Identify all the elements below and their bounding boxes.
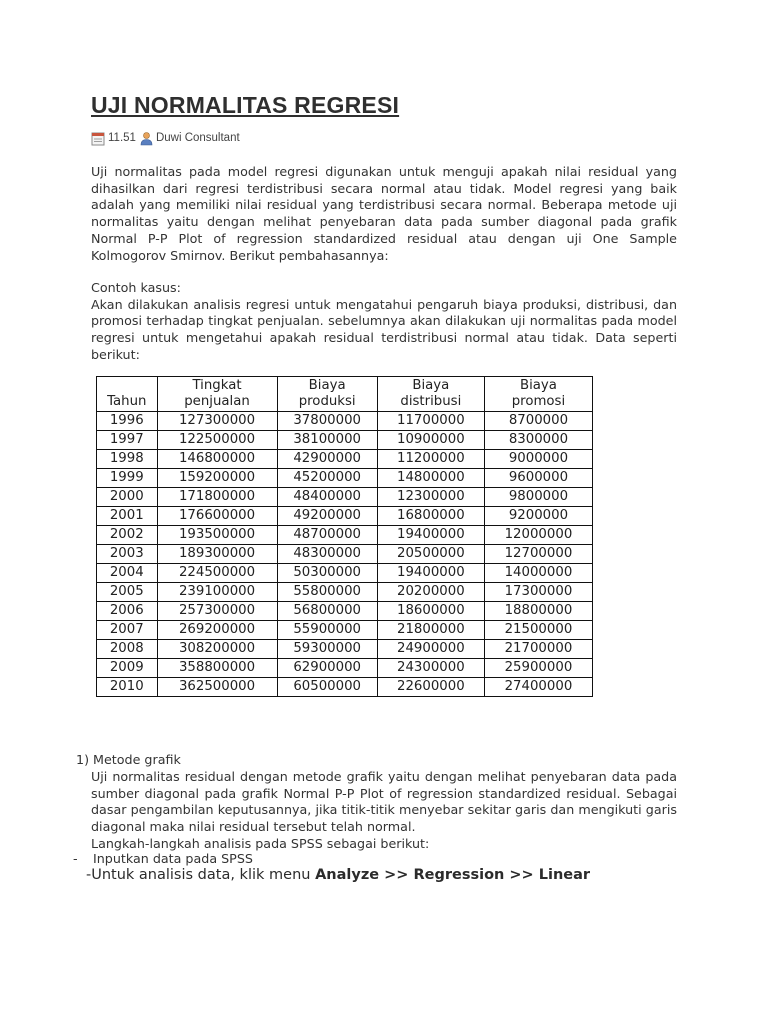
table-cell: 12000000	[484, 526, 592, 545]
table-cell: 2000	[97, 488, 158, 507]
table-cell: 21500000	[484, 621, 592, 640]
table-cell: 2001	[97, 507, 158, 526]
table-cell: 20200000	[377, 583, 484, 602]
table-cell: 8700000	[484, 412, 592, 431]
header-biaya-distribusi: Biaya distribusi	[377, 377, 484, 412]
table-cell: 1999	[97, 469, 158, 488]
table-cell: 1996	[97, 412, 158, 431]
table-cell: 20500000	[377, 545, 484, 564]
table-cell: 10900000	[377, 431, 484, 450]
table-cell: 2009	[97, 659, 158, 678]
step1-text: Inputkan data pada SPSS	[93, 851, 253, 866]
table-cell: 127300000	[157, 412, 277, 431]
table-row	[97, 640, 593, 659]
section1-text: Uji normalitas residual dengan metode grafik yaitu dengan melihat penyebaran data pada sumber diagonal pada grafik Normal P-P Plot of regression standardized residual. Sebagai dasar pengambilan keputusannya, jika titik-titik menyebar sekitar garis dan mengikuti garis diagonal maka nilai residual tersebut telah normal.	[91, 769, 677, 835]
page-title: UJI NORMALITAS REGRESI	[91, 92, 400, 118]
table-cell: 159200000	[157, 469, 277, 488]
table-row	[97, 431, 593, 450]
table-cell: 55900000	[277, 621, 377, 640]
table-cell: 239100000	[157, 583, 277, 602]
post-meta	[91, 128, 240, 148]
table-cell: 1997	[97, 431, 158, 450]
case-text: Akan dilakukan analisis regresi untuk mengatahui pengaruh biaya produksi, distribusi, dan promosi terhadap tingkat penjualan. sebelumnya akan dilakukan uji normalitas pada model regresi untuk mengetahui apakah residual terdistribusi normal atau tidak. Data seperti berikut:	[91, 296, 677, 362]
table-cell: 362500000	[157, 678, 277, 697]
table-cell: 2006	[97, 602, 158, 621]
table-cell: 25900000	[484, 659, 592, 678]
table-cell: 269200000	[157, 621, 277, 640]
table-cell: 176600000	[157, 507, 277, 526]
table-cell: 2005	[97, 583, 158, 602]
table-cell: 9200000	[484, 507, 592, 526]
table-cell: 14800000	[377, 469, 484, 488]
table-cell: 8300000	[484, 431, 592, 450]
table-cell: 2002	[97, 526, 158, 545]
table-cell: 48700000	[277, 526, 377, 545]
table-cell: 11200000	[377, 450, 484, 469]
table-cell: 55800000	[277, 583, 377, 602]
table-cell: 56800000	[277, 602, 377, 621]
table-cell: 22600000	[377, 678, 484, 697]
table-row	[97, 526, 593, 545]
table-cell: 49200000	[277, 507, 377, 526]
table-cell: 12700000	[484, 545, 592, 564]
table-row	[97, 602, 593, 621]
table-cell: 11700000	[377, 412, 484, 431]
table-row	[97, 564, 593, 583]
table-cell: 171800000	[157, 488, 277, 507]
step-analyze-menu	[86, 867, 590, 883]
table-row	[97, 583, 593, 602]
table-cell: 60500000	[277, 678, 377, 697]
table-cell: 62900000	[277, 659, 377, 678]
table-cell: 45200000	[277, 469, 377, 488]
table-row	[97, 450, 593, 469]
table-cell: 2004	[97, 564, 158, 583]
table-cell: 2010	[97, 678, 158, 697]
table-cell: 38100000	[277, 431, 377, 450]
table-row	[97, 621, 593, 640]
table-cell: 18800000	[484, 602, 592, 621]
table-cell: 122500000	[157, 431, 277, 450]
table-cell: 9000000	[484, 450, 592, 469]
table-cell: 2003	[97, 545, 158, 564]
table-row	[97, 545, 593, 564]
calendar-icon	[91, 131, 106, 146]
data-table	[96, 376, 593, 697]
table-cell: 189300000	[157, 545, 277, 564]
table-cell: 146800000	[157, 450, 277, 469]
post-author[interactable]: Duwi Consultant	[155, 132, 240, 144]
section1-body	[91, 769, 677, 853]
table-cell: 48400000	[277, 488, 377, 507]
table-cell: 48300000	[277, 545, 377, 564]
table-row	[97, 678, 593, 697]
table-cell: 9800000	[484, 488, 592, 507]
table-cell: 308200000	[157, 640, 277, 659]
table-cell: 27400000	[484, 678, 592, 697]
header-tahun: Tahun	[97, 377, 158, 412]
step-input-data	[73, 851, 253, 866]
table-cell: 24900000	[377, 640, 484, 659]
table-cell: 59300000	[277, 640, 377, 659]
section1-heading: 1) Metode grafik	[76, 752, 181, 767]
table-cell: 21700000	[484, 640, 592, 659]
table-cell: 257300000	[157, 602, 277, 621]
header-biaya-produksi: Biaya produksi	[277, 377, 377, 412]
header-biaya-promosi: Biaya promosi	[484, 377, 592, 412]
table-cell: 19400000	[377, 526, 484, 545]
step2-prefix: -Untuk analisis data, klik menu	[86, 867, 316, 883]
table-row	[97, 469, 593, 488]
table-cell: 2007	[97, 621, 158, 640]
table-row	[97, 659, 593, 678]
table-body	[97, 412, 593, 697]
table-cell: 1998	[97, 450, 158, 469]
step1-bullet: -	[73, 851, 78, 866]
step2-menu-path: Analyze >> Regression >> Linear	[315, 867, 591, 883]
case-paragraph	[91, 280, 677, 364]
table-cell: 358800000	[157, 659, 277, 678]
table-cell: 19400000	[377, 564, 484, 583]
table-row	[97, 507, 593, 526]
case-label: Contoh kasus:	[91, 280, 181, 295]
table-cell: 17300000	[484, 583, 592, 602]
table-row	[97, 412, 593, 431]
user-icon	[139, 131, 154, 146]
table-cell: 16800000	[377, 507, 484, 526]
table-cell: 21800000	[377, 621, 484, 640]
table-cell: 193500000	[157, 526, 277, 545]
table-cell: 12300000	[377, 488, 484, 507]
header-tingkat-penjualan: Tingkat penjualan	[157, 377, 277, 412]
table-cell: 37800000	[277, 412, 377, 431]
table-cell: 9600000	[484, 469, 592, 488]
table-cell: 14000000	[484, 564, 592, 583]
table-row	[97, 488, 593, 507]
intro-paragraph: Uji normalitas pada model regresi digunakan untuk menguji apakah nilai residual yang dihasilkan dari regresi terdistribusi secara normal atau tidak. Model regresi yang baik adalah yang memiliki nilai residual yang terdistribusi secara normal. Beberapa metode uji normalitas yaitu dengan melihat penyebaran data pada sumber diagonal pada grafik Normal P-P Plot of regression standardized residual atau dengan uji One Sample Kolmogorov Smirnov. Berikut pembahasannya:	[91, 164, 677, 263]
table-header-row	[97, 377, 593, 412]
table-cell: 224500000	[157, 564, 277, 583]
table-cell: 42900000	[277, 450, 377, 469]
table-cell: 2008	[97, 640, 158, 659]
table-cell: 18600000	[377, 602, 484, 621]
post-time: 11.51	[108, 132, 136, 144]
steps-intro: Langkah-langkah analisis pada SPSS sebagai berikut:	[91, 835, 430, 851]
table-cell: 24300000	[377, 659, 484, 678]
table-cell: 50300000	[277, 564, 377, 583]
